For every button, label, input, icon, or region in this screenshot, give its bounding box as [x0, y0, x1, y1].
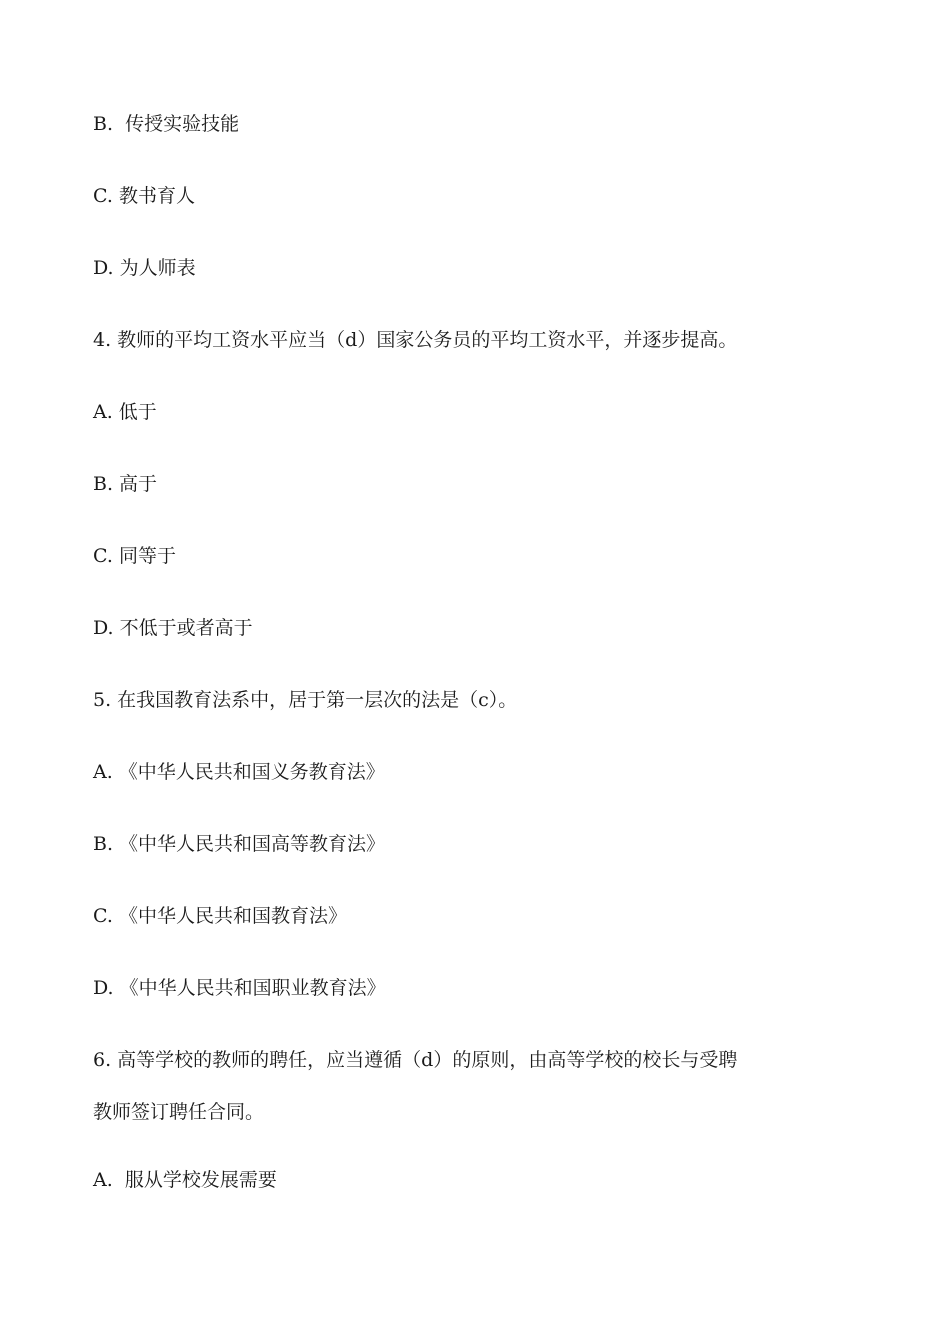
option-3d: D. 为人师表: [93, 257, 196, 279]
option-5d: D. 《中华人民共和国职业教育法》: [93, 977, 386, 999]
option-4b: B. 高于: [93, 473, 158, 495]
question-4: 4. 教师的平均工资水平应当（d）国家公务员的平均工资水平，并逐步提高。: [93, 329, 738, 351]
option-4c: C. 同等于: [93, 545, 176, 567]
option-6a: A. 服从学校发展需要: [93, 1169, 277, 1191]
question-5: 5. 在我国教育法系中，居于第一层次的法是（c）。: [93, 689, 518, 711]
question-6-continuation: 教师签订聘任合同。: [93, 1101, 265, 1123]
option-5b: B. 《中华人民共和国高等教育法》: [93, 833, 386, 855]
option-4a: A. 低于: [93, 401, 157, 423]
option-4d: D. 不低于或者高于: [93, 617, 253, 639]
option-5c: C. 《中华人民共和国教育法》: [93, 905, 347, 927]
option-3c: C. 教书育人: [93, 185, 195, 207]
option-3b: B. 传授实验技能: [93, 113, 240, 135]
option-5a: A. 《中华人民共和国义务教育法》: [93, 761, 385, 783]
question-6: 6. 高等学校的教师的聘任，应当遵循（d）的原则，由高等学校的校长与受聘: [93, 1049, 738, 1071]
